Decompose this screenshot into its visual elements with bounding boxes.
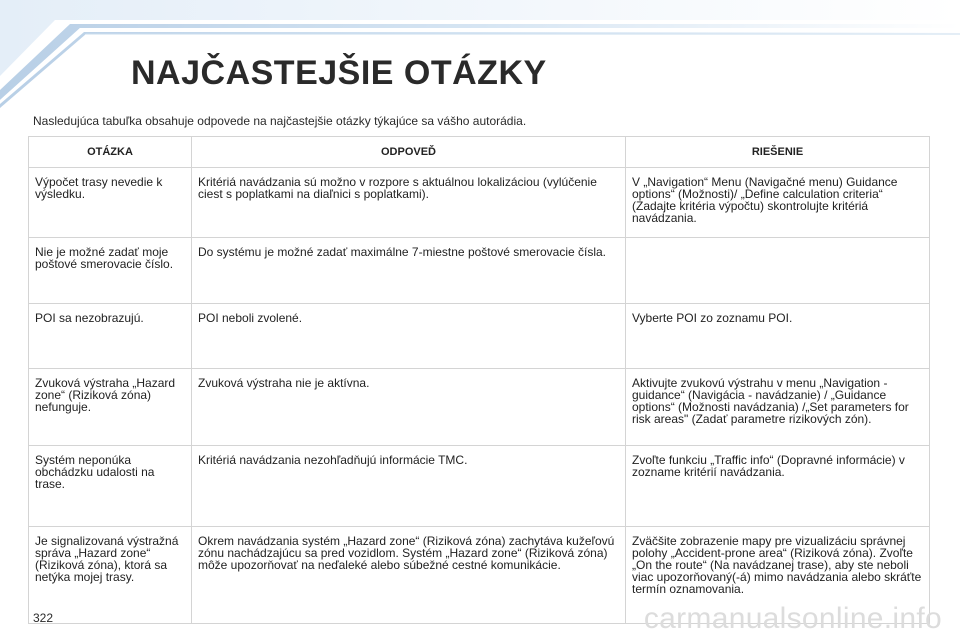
answer-cell: Kritériá navádzania sú možno v rozpore s aktuálnou lokalizáciou (vylúčenie ciest s poplatkami na diaľnici s poplatkami). bbox=[192, 168, 626, 238]
intro-text: Nasledujúca tabuľka obsahuje odpovede na najčastejšie otázky týkajúce sa vášho autorádia. bbox=[33, 114, 527, 128]
question-cell: Výpočet trasy nevedie k výsledku. bbox=[29, 168, 192, 238]
question-cell: Je signalizovaná výstražná správa „Hazard zone“ (Riziková zóna), ktorá sa netýka mojej trasy. bbox=[29, 527, 192, 624]
column-header-answer: ODPOVEĎ bbox=[192, 137, 626, 168]
answer-cell: Okrem navádzania systém „Hazard zone“ (Riziková zóna) zachytáva kužeľovú zónu nachádzajúcu sa pred vozidlom. Systém „Hazard zone“ (Riziková zóna) môže upozorňovať na neďaleké alebo súbežné cestné komunikácie. bbox=[192, 527, 626, 624]
table-row bbox=[29, 168, 930, 238]
table-row bbox=[29, 238, 930, 304]
column-header-question: OTÁZKA bbox=[29, 137, 192, 168]
answer-cell: Zvuková výstraha nie je aktívna. bbox=[192, 369, 626, 446]
question-cell: Zvuková výstraha „Hazard zone“ (Riziková zóna) nefunguje. bbox=[29, 369, 192, 446]
page-title: NAJČASTEJŠIE OTÁZKY bbox=[131, 54, 547, 92]
table-row bbox=[29, 446, 930, 527]
solution-cell: Zvoľte funkciu „Traffic info“ (Dopravné informácie) v zozname kritérií navádzania. bbox=[626, 446, 930, 527]
column-header-solution: RIEŠENIE bbox=[626, 137, 930, 168]
answer-cell: POI neboli zvolené. bbox=[192, 304, 626, 369]
solution-cell bbox=[626, 238, 930, 304]
answer-cell: Do systému je možné zadať maximálne 7-miestne poštové smerovacie čísla. bbox=[192, 238, 626, 304]
faq-table bbox=[28, 136, 930, 624]
solution-cell: Vyberte POI zo zoznamu POI. bbox=[626, 304, 930, 369]
answer-cell: Kritériá navádzania nezohľadňujú informácie TMC. bbox=[192, 446, 626, 527]
table-header-row bbox=[29, 137, 930, 168]
question-cell: POI sa nezobrazujú. bbox=[29, 304, 192, 369]
question-cell: Systém neponúka obchádzku udalosti na trase. bbox=[29, 446, 192, 527]
solution-cell: Zväčšite zobrazenie mapy pre vizualizáciu správnej polohy „Accident-prone area“ (Riziková zóna). Zvoľte „On the route“ (Na navádzanej trase), aby ste neboli viac upozorňovaný(-á) mimo navádzania alebo skráťte termín oznamovania. bbox=[626, 527, 930, 624]
table-row bbox=[29, 369, 930, 446]
solution-cell: V „Navigation“ Menu (Navigačné menu) Guidance options“ (Možnosti)/ „Define calculation criteria“ (Zadajte kritéria výpočtu) skontrolujte kritériá navádzania. bbox=[626, 168, 930, 238]
question-cell: Nie je možné zadať moje poštové smerovacie číslo. bbox=[29, 238, 192, 304]
table-row bbox=[29, 304, 930, 369]
page-number: 322 bbox=[33, 611, 54, 625]
solution-cell: Aktivujte zvukovú výstrahu v menu „Navigation - guidance“ (Navigácia - navádzanie) / „Guidance options“ (Možnosti navádzania) /„Set parameters for risk areas" (Zadať parametre rizikových zón). bbox=[626, 369, 930, 446]
watermark-text: carmanualsonline.info bbox=[643, 602, 942, 635]
